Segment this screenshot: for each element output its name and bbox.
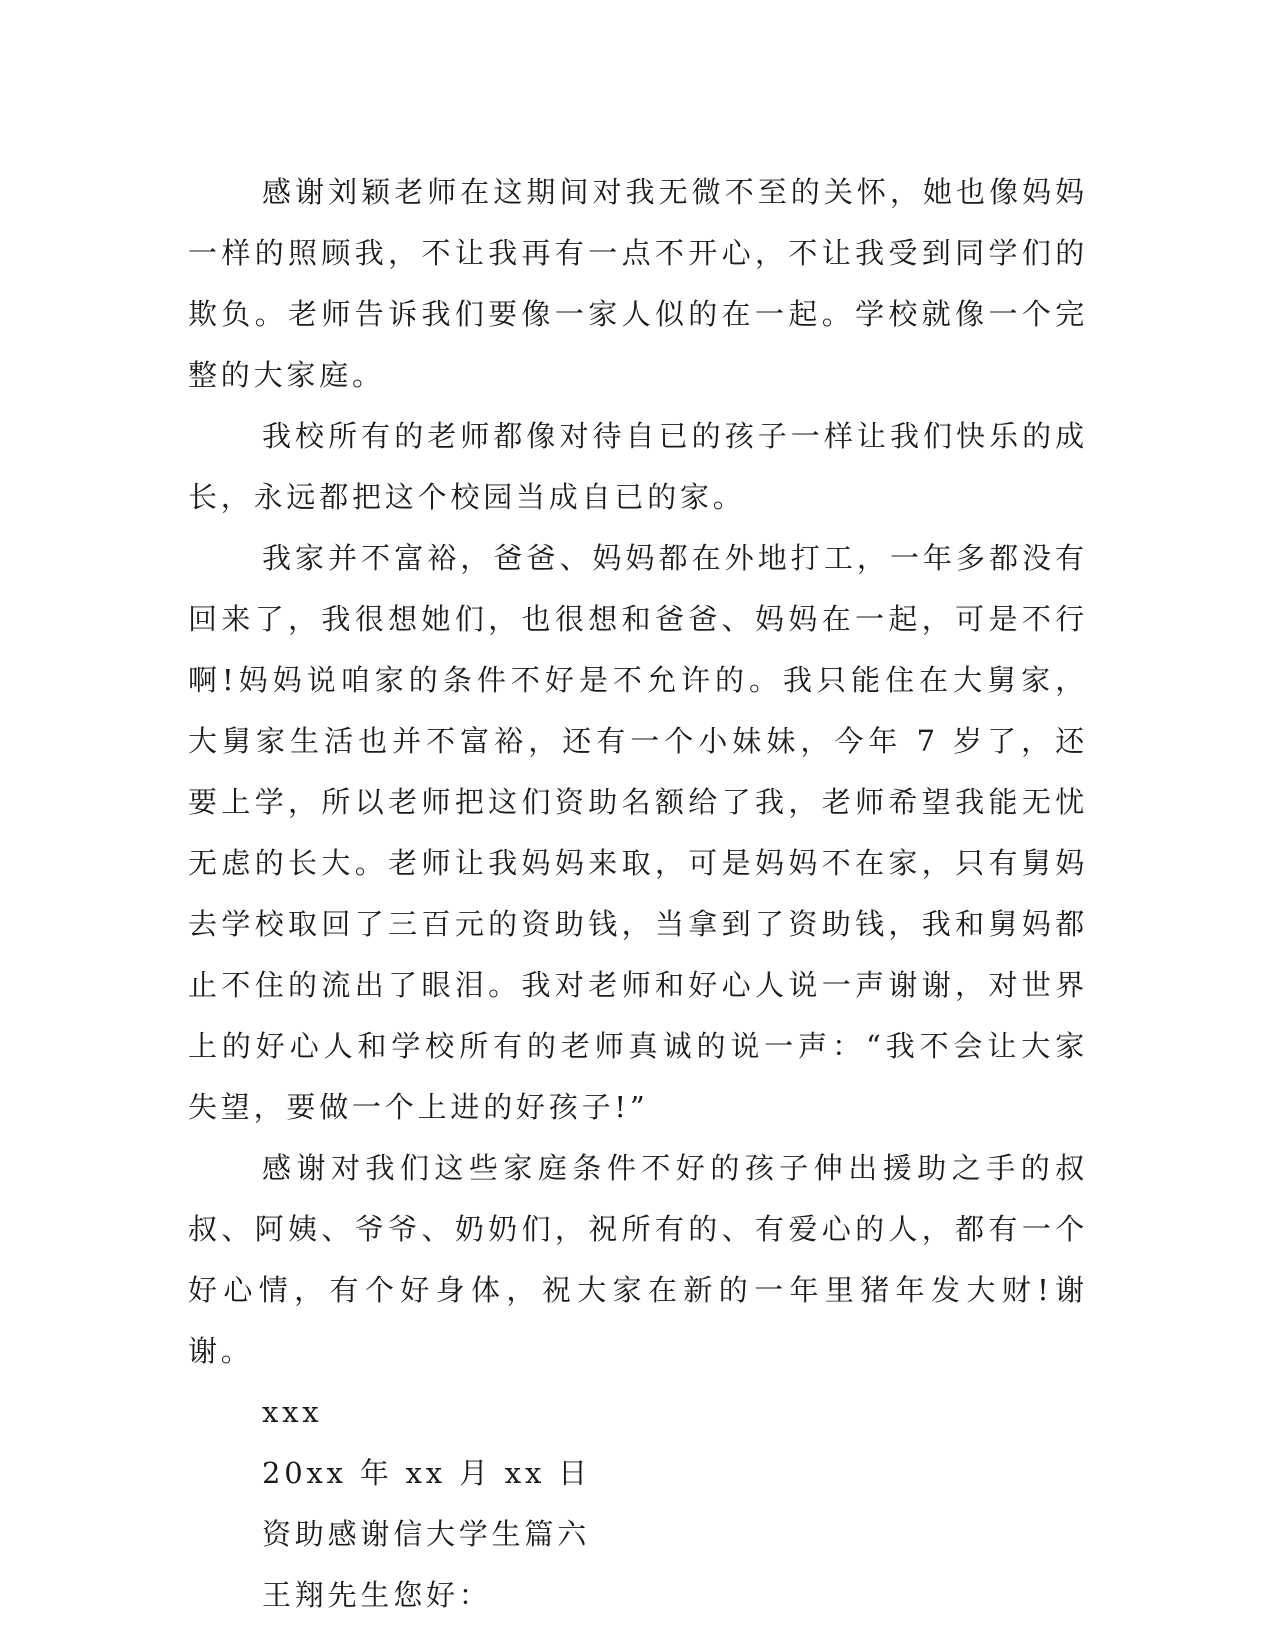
paragraph-closing-thanks: 感谢对我们这些家庭条件不好的孩子伸出援助之手的叔叔、阿姨、爷爷、奶奶们，祝所有的、有爱心的人，都有一个好心情，有个好身体，祝大家在新的一年里猪年发大财!谢谢。	[188, 1151, 1088, 1368]
letter-date: 20xx 年 xx 月 xx 日	[262, 1456, 591, 1490]
paragraph-family-situation: 我家并不富裕，爸爸、妈妈都在外地打工，一年多都没有回来了，我很想她们，也很想和爸爸、妈妈在一起，可是不行啊!妈妈说咱家的条件不好是不允许的。我只能住在大舅家，大舅家生活也并不富裕，还有一个小妹妹，今年 7 岁了，还要上学，所以老师把这们资助名额给了我，老师希望我能无忧无虑的长大。老师让我妈妈来取，可是妈妈不在家，只有舅妈去学校取回了三百元的资助钱，当拿到了资助钱，我和舅妈都止不住的流出了眼泪。我对老师和好心人说一声谢谢，对世界上的好心人和学校所有的老师真诚的说一声：“我不会让大家失望，要做一个上进的好孩子!”	[188, 541, 1088, 1124]
paragraph-school-home: 我校所有的老师都像对待自已的孩子一样让我们快乐的成长，永远都把这个校园当成自已的家。	[188, 419, 1088, 514]
paragraph-thanks-teacher: 感谢刘颖老师在这期间对我无微不至的关怀，她也像妈妈一样的照顾我，不让我再有一点不开心，不让我受到同学们的欺负。老师告诉我们要像一家人似的在一起。学校就像一个完整的大家庭。	[188, 175, 1088, 392]
section-title: 资助感谢信大学生篇六	[262, 1517, 591, 1551]
letter-body	[188, 162, 1088, 1626]
greeting: 王翔先生您好：	[262, 1578, 492, 1612]
signature: xxx	[262, 1395, 323, 1429]
